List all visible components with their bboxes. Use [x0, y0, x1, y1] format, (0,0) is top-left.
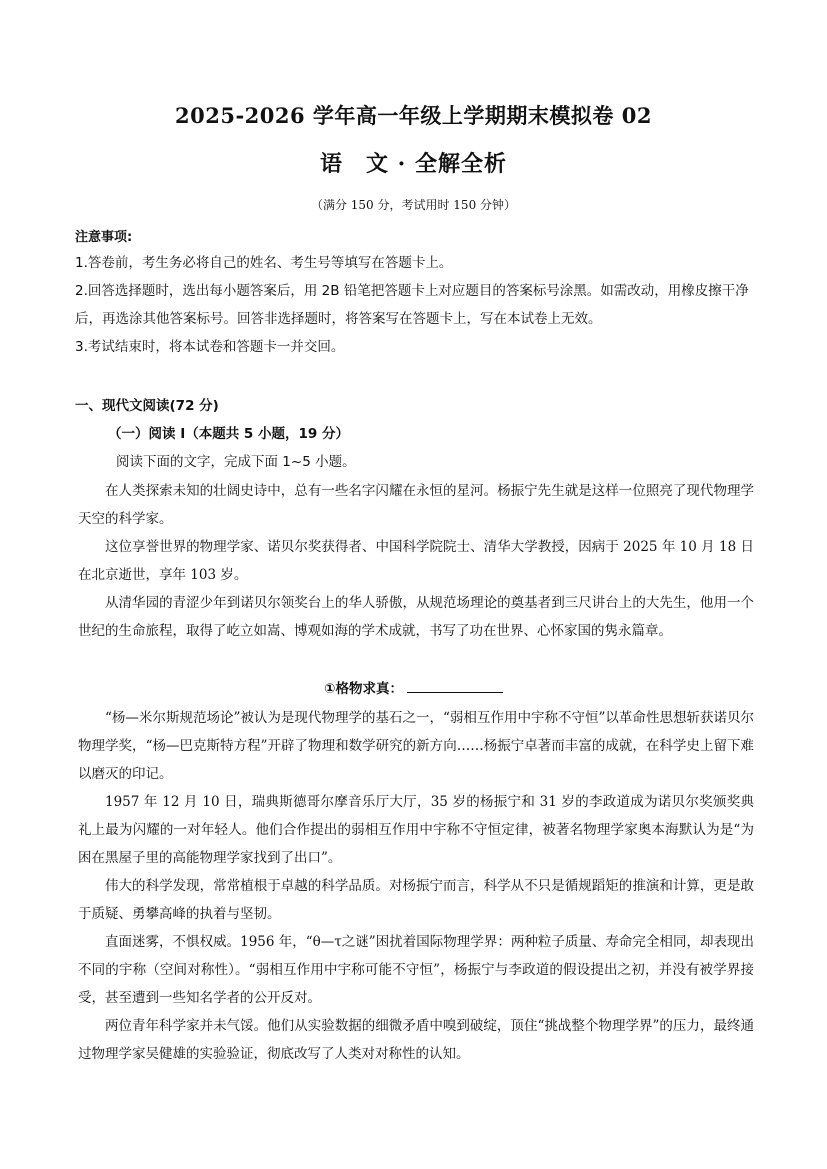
notice-item: 1.答卷前，考生务必将自己的姓名、考生号等填写在答题卡上。 — [75, 255, 453, 271]
subsection-heading: （一）阅读 I（本题共 5 小题，19 分） — [108, 426, 350, 442]
section-heading: 一、现代文阅读(72 分) — [75, 398, 219, 414]
notice-item: 2.回答选择题时，选出每小题答案后，用 2B 铅笔把答题卡上对应题目的答案标号涂黑。如需改动，用橡皮擦干净后，再选涂其他答案标号。回答非选择题时，将答案写在答题卡上，写在本试卷上无效。 — [75, 283, 749, 327]
notice-title: 注意事项: — [75, 230, 133, 245]
article-paragraph: 伟大的科学发现，常常植根于卓越的科学品质。对杨振宁而言，科学从不只是循规蹈矩的推演和计算，更是敢于质疑、勇攀高峰的执着与坚韧。 — [78, 878, 754, 922]
article-paragraph: 1957 年 12 月 10 日，瑞典斯德哥尔摩音乐厅大厅，35 岁的杨振宁和 31 岁的李政道成为诺贝尔奖颁奖典礼上最为闪耀的一对年轻人。他们合作提出的弱相互作用中宇称不守恒定律，被著名物理学家奥本海默认为是“为困在黑屋子里的高能物理学家找到了出口”。 — [78, 794, 754, 866]
notice-item: 3.考试结束时，将本试卷和答题卡一并交回。 — [75, 339, 345, 355]
article-paragraph: 在人类探索未知的壮阔史诗中，总有一些名字闪耀在永恒的星河。杨振宁先生就是这样一位照亮了现代物理学天空的科学家。 — [78, 483, 754, 527]
article-paragraph: 从清华园的青涩少年到诺贝尔领奖台上的华人骄傲，从规范场理论的奠基者到三尺讲台上的大先生，他用一个世纪的生命旅程，取得了屹立如嵩、博观如海的学术成就，书写了功在世界、心怀家国的隽永篇章。 — [78, 595, 754, 639]
article-paragraph: 直面迷雾，不惧权威。1956 年，“θ—τ之谜”困扰着国际物理学界：两种粒子质量、寿命完全相同，却表现出不同的宇称（空间对称性）。“弱相互作用中宇称可能不守恒”，杨振宁与李政道的假设提出之初，并没有被学界接受，甚至遭到一些知名学者的公开反对。 — [78, 934, 754, 1006]
article-section-label: ①格物求真： — [324, 681, 403, 697]
article-section-heading — [0, 677, 827, 697]
reading-instruction: 阅读下面的文字，完成下面 1~5 小题。 — [116, 454, 356, 470]
exam-meta: （满分 150 分，考试用时 150 分钟） — [310, 198, 517, 212]
answer-blank — [407, 680, 503, 693]
article-paragraph: 两位青年科学家并未气馁。他们从实验数据的细微矛盾中嗅到破绽，顶住“挑战整个物理学界”的压力，最终通过物理学家吴健雄的实验验证，彻底改写了人类对对称性的认知。 — [78, 1018, 754, 1062]
article-paragraph: 这位享誉世界的物理学家、诺贝尔奖获得者、中国科学院院士、清华大学教授，因病于 2025 年 10 月 18 日在北京逝世，享年 103 岁。 — [78, 539, 754, 583]
exam-title: 2025-2026 学年高一年级上学期期末模拟卷 02 — [175, 103, 652, 128]
article-paragraph: “杨—米尔斯规范场论”被认为是现代物理学的基石之一，“弱相互作用中宇称不守恒”以革命性思想斩获诺贝尔物理学奖，“杨—巴克斯特方程”开辟了物理和数学研究的新方向……杨振宁卓著而丰富的成就，在科学史上留下难以磨灭的印记。 — [78, 710, 754, 782]
exam-subtitle: 语 文 · 全解全析 — [320, 151, 507, 177]
